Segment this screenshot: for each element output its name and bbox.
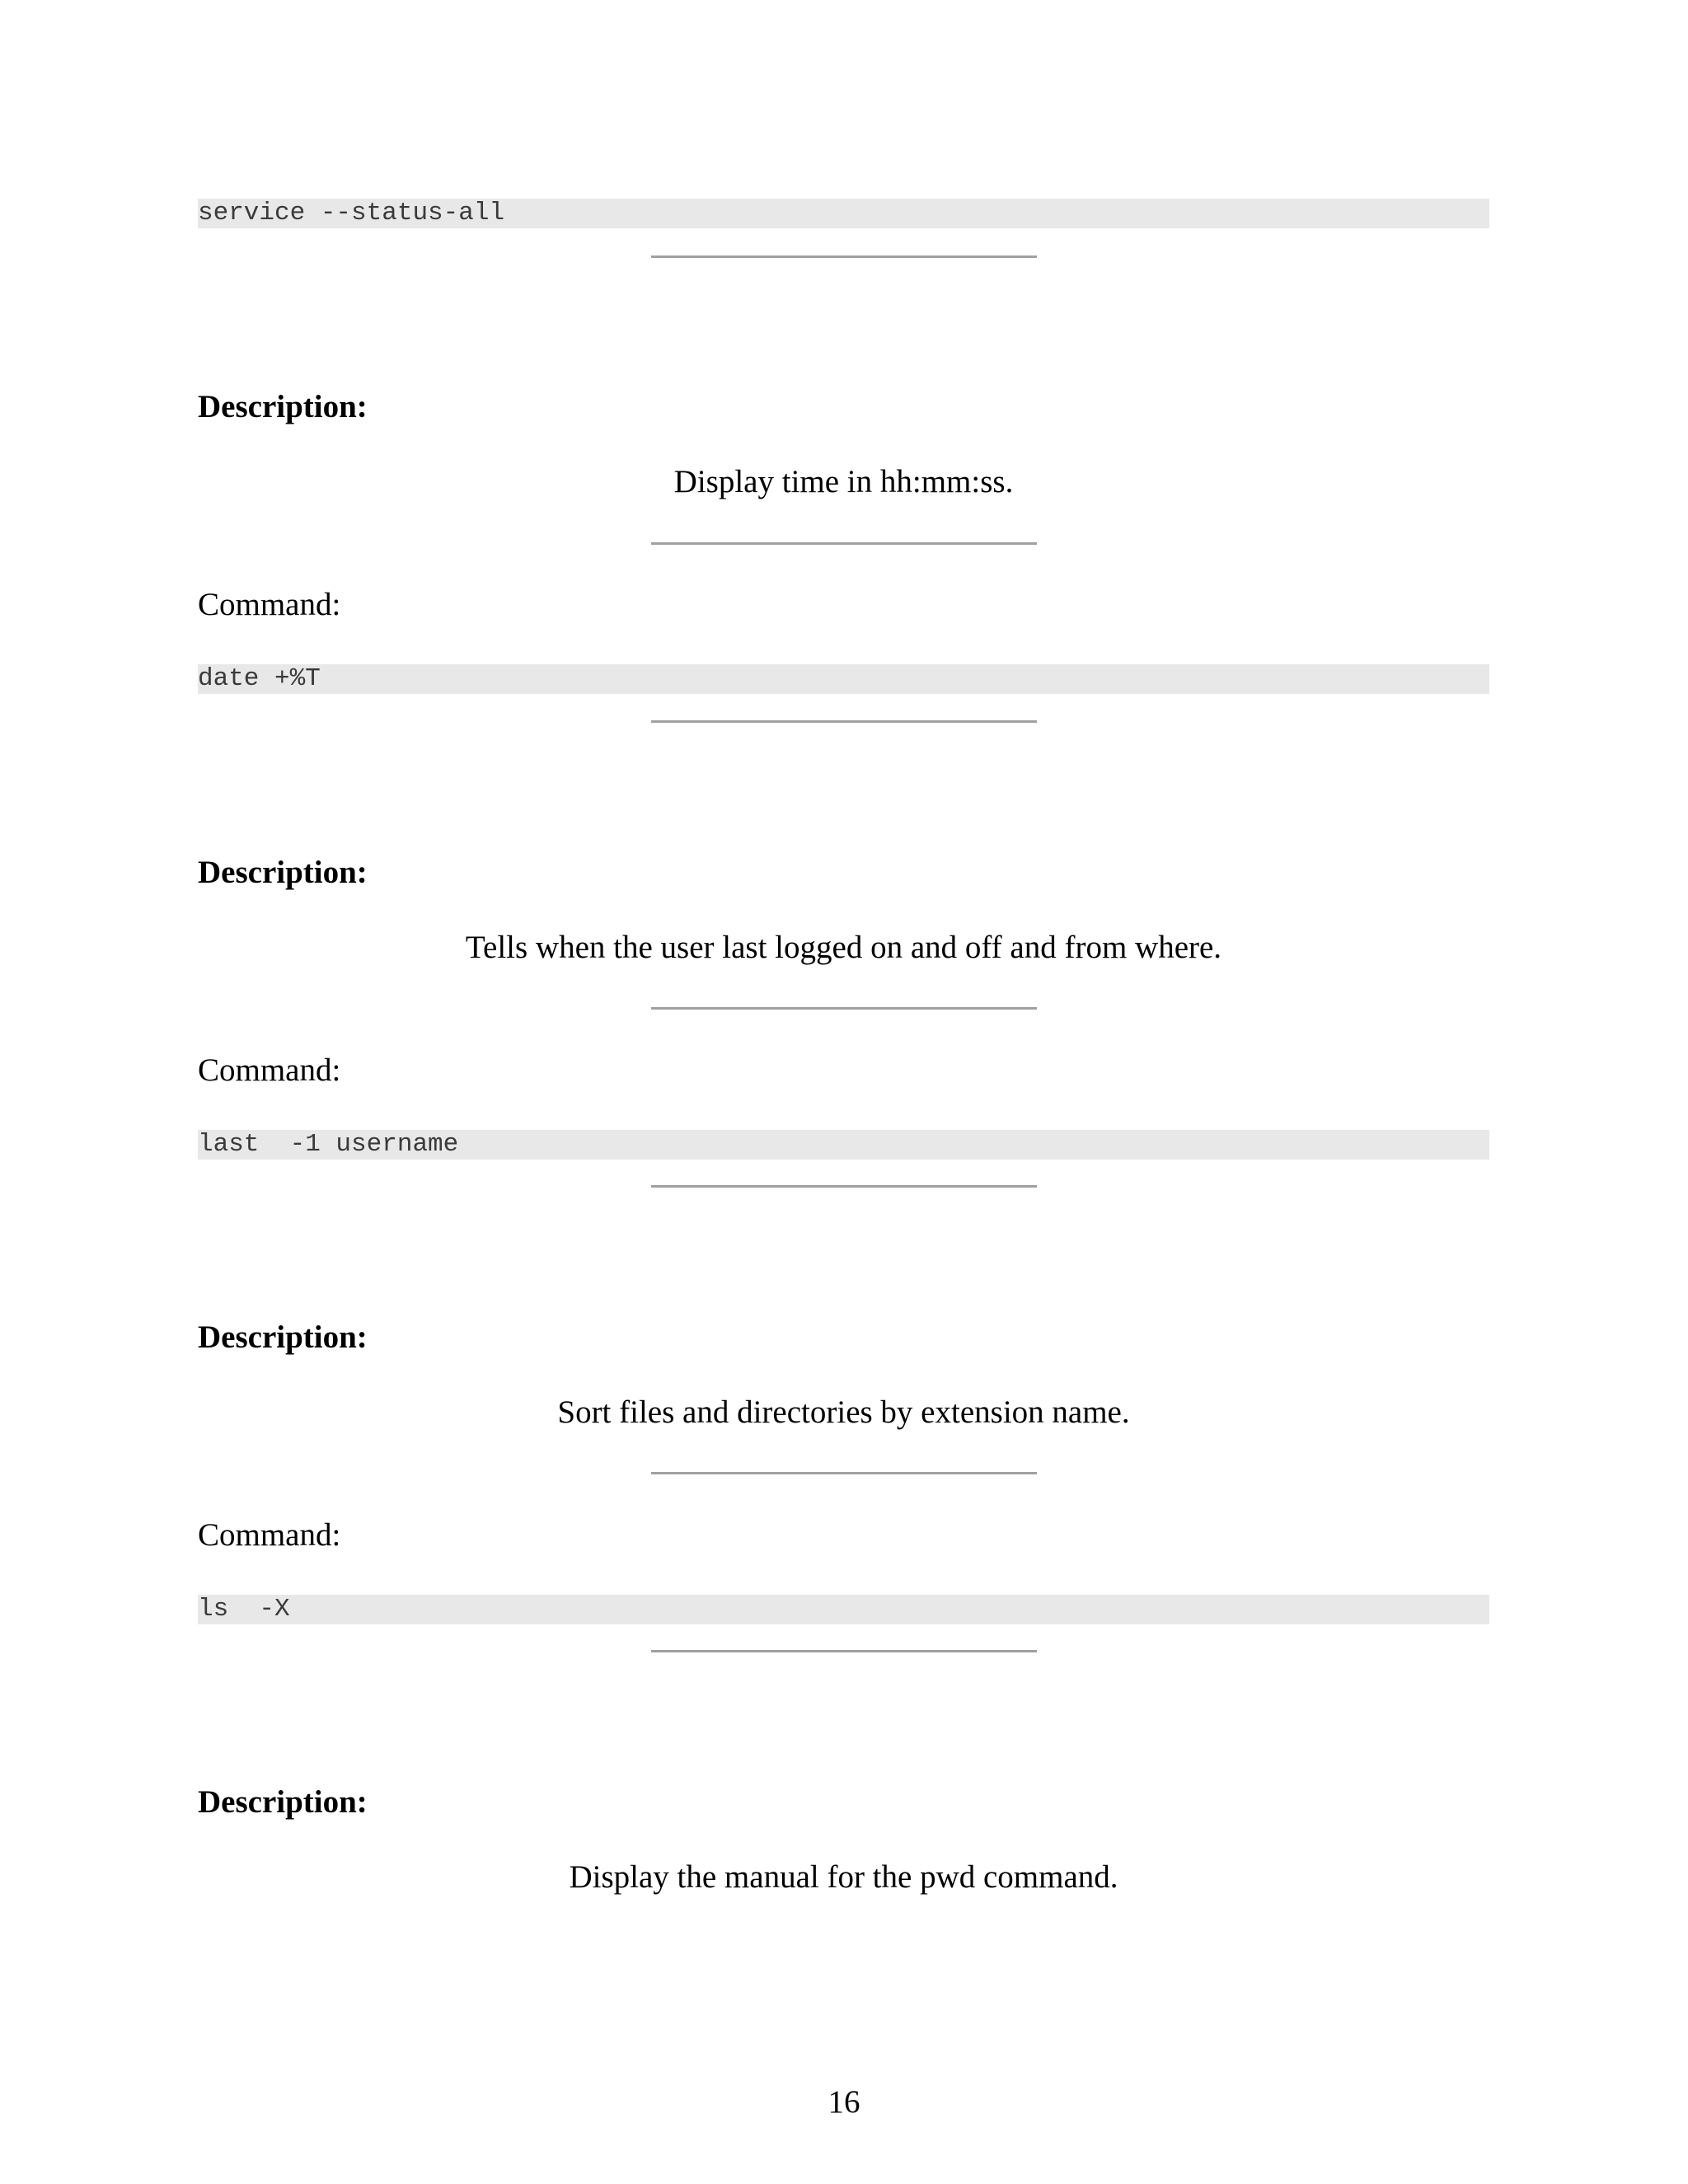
separator-rule [651, 255, 1037, 258]
description-label: Description: [198, 389, 368, 424]
command-code-block: last -1 username [198, 1130, 1489, 1160]
description-text: Display time in hh:mm:ss. [673, 464, 1014, 499]
command-label: Command: [198, 587, 341, 622]
description-text: Sort files and directories by extension name. [557, 1394, 1130, 1430]
description-label: Description: [198, 1319, 368, 1355]
separator-rule [651, 1007, 1037, 1010]
separator-rule [651, 1472, 1037, 1474]
command-label: Command: [198, 1052, 341, 1088]
command-code-block: date +%T [198, 664, 1489, 694]
description-text: Display the manual for the pwd command. [569, 1859, 1118, 1895]
command-code-block: ls -X [198, 1595, 1489, 1624]
page-number: 16 [828, 2084, 860, 2120]
command-code-block: service --status-all [198, 199, 1489, 228]
separator-rule [651, 1185, 1037, 1188]
description-label: Description: [198, 1784, 368, 1820]
separator-rule [651, 720, 1037, 723]
separator-rule [651, 542, 1037, 545]
separator-rule [651, 1650, 1037, 1652]
description-text: Tells when the user last logged on and off and from where. [465, 930, 1222, 965]
command-label: Command: [198, 1517, 341, 1553]
description-label: Description: [198, 855, 368, 890]
